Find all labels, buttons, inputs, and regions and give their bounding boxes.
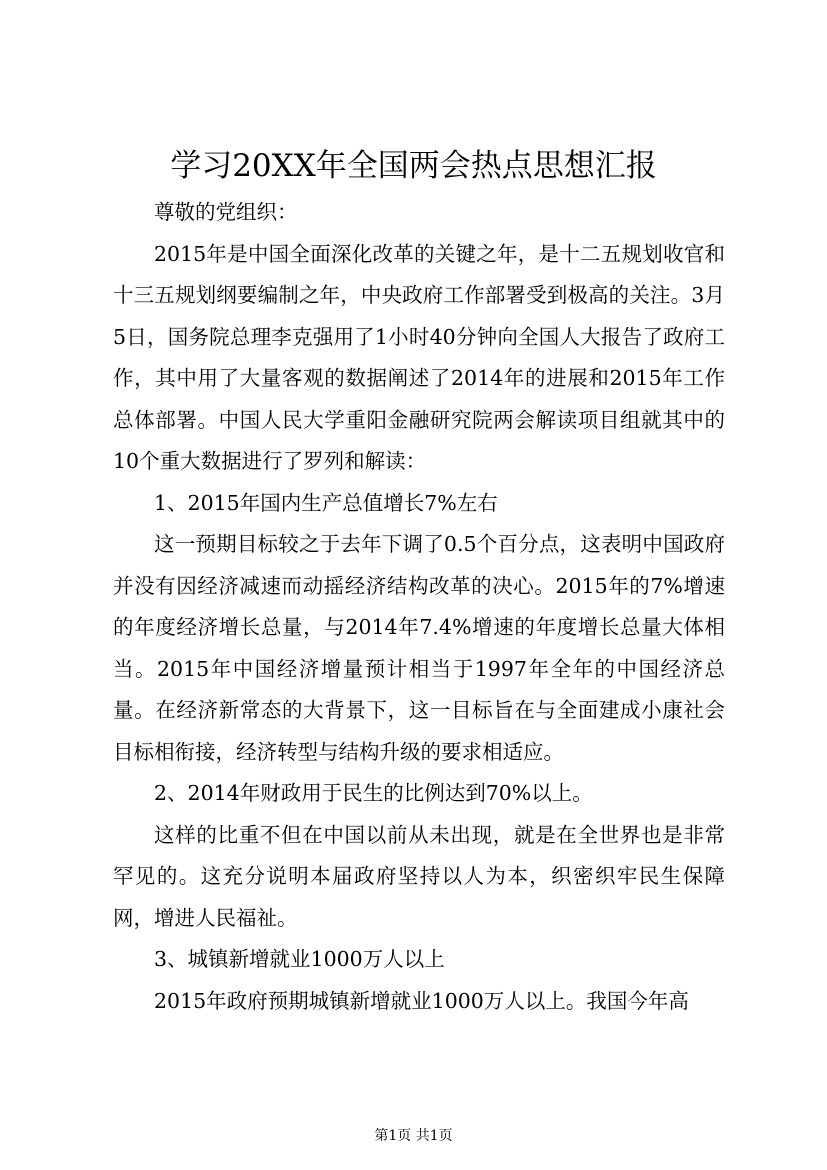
- document-body: [113, 192, 725, 1022]
- page-footer: 第1页 共1页: [374, 1128, 453, 1144]
- heading-item-3: 3、城镇新增就业1000万人以上: [154, 947, 445, 971]
- paragraph-item-2: 这样的比重不但在中国以前从未出现，就是在全世界也是非常罕见的。这充分说明本届政府坚持以人为本，织密织牢民生保障网，增进人民福祉。: [113, 822, 725, 930]
- document-title: 学习20XX年全国两会热点思想汇报: [170, 148, 657, 184]
- salutation: 尊敬的党组织：: [154, 200, 298, 224]
- heading-item-1: 1、2015年国内生产总值增长7%左右: [154, 490, 498, 515]
- heading-item-2: 2、2014年财政用于民生的比例达到70%以上。: [154, 781, 593, 805]
- paragraph-item-3: 2015年政府预期城镇新增就业1000万人以上。我国今年高: [154, 988, 689, 1013]
- paragraph-item-1: 这一预期目标较之于去年下调了0.5个百分点，这表明中国政府并没有因经济减速而动摇经济结构改革的决心。2015年的7%增速的年度经济增长总量，与2014年7.4%增速的年度增长总量大体相当。2015年中国经济增量预计相当于1997年全年的中国经济总量。在经济新常态的大背景下，这一目标旨在与全面建成小康社会目标相衔接，经济转型与结构升级的要求相适应。: [113, 532, 725, 764]
- paragraph-intro: 2015年是中国全面深化改革的关键之年，是十二五规划收官和十三五规划纲要编制之年，中央政府工作部署受到极高的关注。3月5日，国务院总理李克强用了1小时40分钟向全国人大报告了政府工作，其中用了大量客观的数据阐述了2014年的进展和2015年工作总体部署。中国人民大学重阳金融研究院两会解读项目组就其中的10个重大数据进行了罗列和解读：: [113, 241, 725, 473]
